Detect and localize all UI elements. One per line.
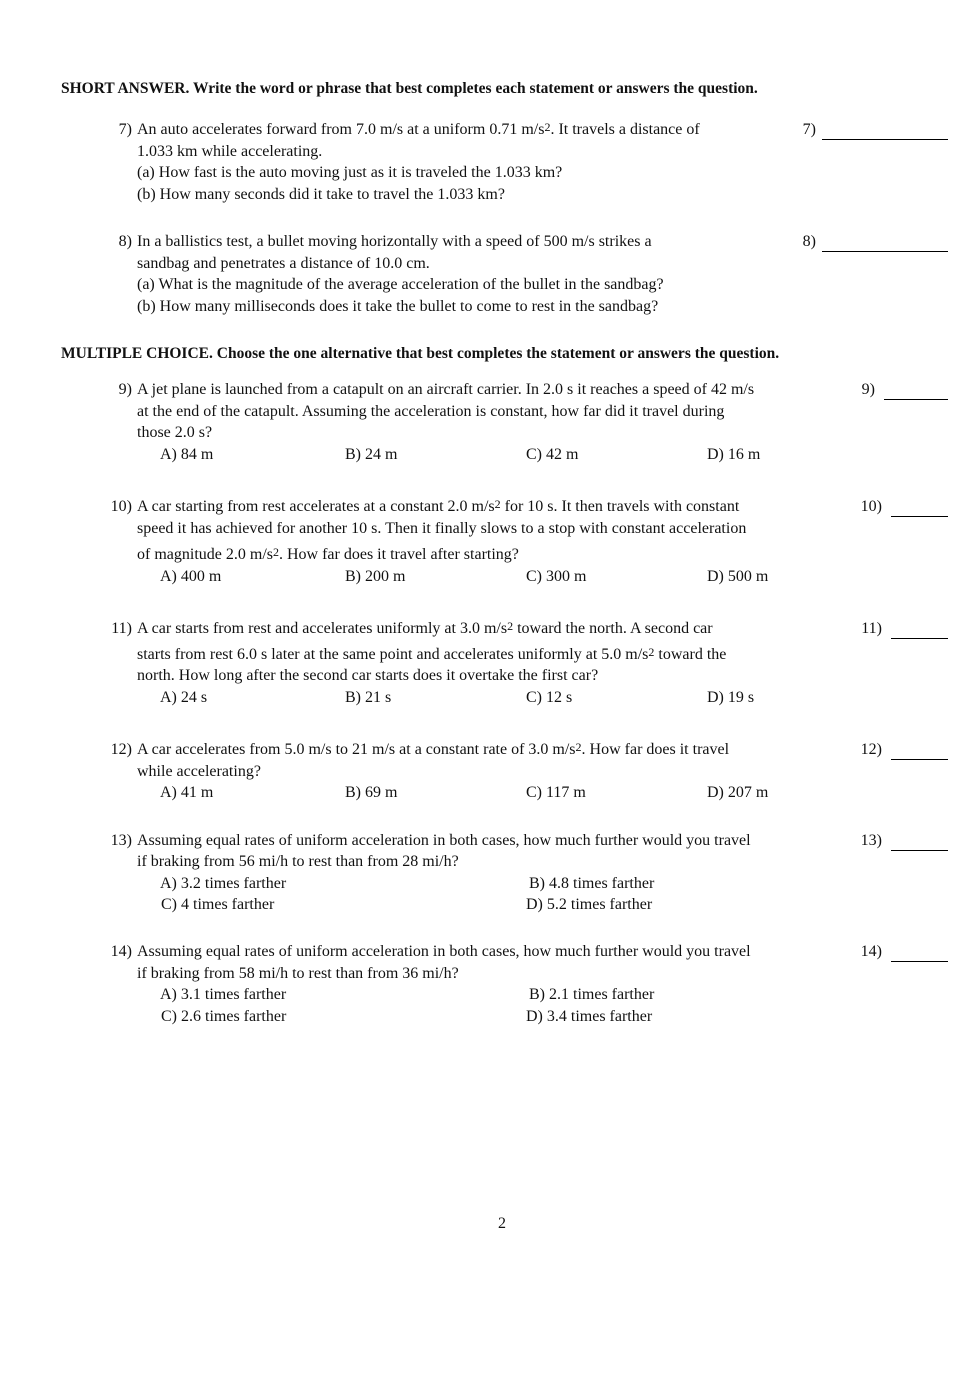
question-text-line: if braking from 58 mi/h to rest than from 36 mi/h?: [137, 965, 459, 982]
question-number: 9): [118, 381, 132, 398]
question-text-line: (b) How many seconds did it take to travel the 1.033 km?: [137, 186, 505, 203]
question-number: 13): [110, 832, 132, 849]
answer-number: 8): [802, 233, 816, 250]
question-text-line: while accelerating?: [137, 763, 261, 780]
answer-blank[interactable]: [891, 961, 948, 962]
question-number: 7): [118, 121, 132, 138]
answer-number: 14): [860, 943, 882, 960]
option-c[interactable]: C) 12 s: [526, 689, 573, 706]
question-text-line: A car accelerates from 5.0 m/s to 21 m/s at a constant rate of 3.0 $m/s^2$. How far does it travel: [137, 740, 730, 758]
question-text-line: In a ballistics test, a bullet moving horizontally with a speed of 500 m/s strikes a: [137, 233, 652, 250]
question-text-line: sandbag and penetrates a distance of 10.0 cm.: [137, 255, 430, 272]
answer-blank[interactable]: [891, 850, 948, 851]
option-b[interactable]: B) 200 m: [345, 568, 406, 585]
question-text-line: A car starting from rest accelerates at a constant 2.0 $m/s^2$ for 10 s. It then travels with constant: [137, 497, 740, 515]
answer-blank[interactable]: [891, 516, 948, 517]
question-number: 12): [110, 741, 132, 758]
question-text-line: north. How long after the second car starts does it overtake the first car?: [137, 667, 599, 684]
option-a[interactable]: A) 400 m: [160, 568, 222, 585]
option-a[interactable]: A) 24 s: [160, 689, 208, 706]
question-text-line: 1.033 km while accelerating.: [137, 143, 323, 160]
short-answer-header: SHORT ANSWER. Write the word or phrase that best completes each statement or answers the question.: [61, 80, 758, 97]
option-c[interactable]: C) 117 m: [526, 784, 586, 801]
answer-blank[interactable]: [822, 251, 948, 252]
question-text-line: starts from rest 6.0 s later at the same point and accelerates uniformly at 5.0 $m/s^2$ toward the: [137, 645, 727, 663]
option-b[interactable]: B) 69 m: [345, 784, 398, 801]
page-number: 2: [498, 1215, 506, 1232]
option-d[interactable]: D) 3.4 times farther: [526, 1008, 653, 1025]
question-number: 14): [110, 943, 132, 960]
question-number: 11): [111, 620, 132, 637]
question-text-line: (a) How fast is the auto moving just as it is traveled the 1.033 km?: [137, 164, 563, 181]
option-b[interactable]: B) 2.1 times farther: [529, 986, 655, 1003]
question-text-line: A jet plane is launched from a catapult on an aircraft carrier. In 2.0 s it reaches a speed of 42 m/s: [137, 381, 755, 398]
answer-number: 10): [860, 498, 882, 515]
option-c[interactable]: C) 2.6 times farther: [161, 1008, 287, 1025]
option-d[interactable]: D) 5.2 times farther: [526, 896, 653, 913]
answer-number: 13): [860, 832, 882, 849]
option-d[interactable]: D) 16 m: [707, 446, 761, 463]
answer-number: 7): [802, 121, 816, 138]
question-text-line: A car starts from rest and accelerates uniformly at 3.0 $m/s^2$ toward the north. A second car: [137, 619, 713, 637]
option-d[interactable]: D) 207 m: [707, 784, 769, 801]
question-text-line: Assuming equal rates of uniform acceleration in both cases, how much further would you travel: [137, 832, 751, 849]
option-b[interactable]: B) 24 m: [345, 446, 398, 463]
option-a[interactable]: A) 41 m: [160, 784, 214, 801]
question-text-line: at the end of the catapult. Assuming the acceleration is constant, how far did it travel during: [137, 403, 725, 420]
question-text-line: (a) What is the magnitude of the average acceleration of the bullet in the sandbag?: [137, 276, 664, 293]
question-text-line: if braking from 56 mi/h to rest than from 28 mi/h?: [137, 853, 459, 870]
option-c[interactable]: C) 4 times farther: [161, 896, 275, 913]
option-b[interactable]: B) 21 s: [345, 689, 392, 706]
option-d[interactable]: D) 500 m: [707, 568, 769, 585]
answer-number: 11): [861, 620, 882, 637]
question-number: 8): [118, 233, 132, 250]
option-a[interactable]: A) 3.1 times farther: [160, 986, 287, 1003]
answer-blank[interactable]: [884, 399, 948, 400]
answer-blank[interactable]: [822, 139, 948, 140]
answer-blank[interactable]: [891, 638, 948, 639]
question-text-line: speed it has achieved for another 10 s. Then it finally slows to a stop with constant acceleration: [137, 520, 747, 537]
option-c[interactable]: C) 42 m: [526, 446, 579, 463]
question-number: 10): [110, 498, 132, 515]
question-text-line: those 2.0 s?: [137, 424, 213, 441]
question-text-line: (b) How many milliseconds does it take the bullet to come to rest in the sandbag?: [137, 298, 659, 315]
option-a[interactable]: A) 84 m: [160, 446, 214, 463]
multiple-choice-header: MULTIPLE CHOICE. Choose the one alternative that best completes the statement or answers the question.: [61, 345, 780, 362]
option-d[interactable]: D) 19 s: [707, 689, 755, 706]
answer-blank[interactable]: [891, 759, 948, 760]
option-c[interactable]: C) 300 m: [526, 568, 587, 585]
answer-number: 12): [860, 741, 882, 758]
question-text-line: of magnitude 2.0 $m/s^2$. How far does it travel after starting?: [137, 545, 519, 563]
option-b[interactable]: B) 4.8 times farther: [529, 875, 655, 892]
answer-number: 9): [861, 381, 875, 398]
option-a[interactable]: A) 3.2 times farther: [160, 875, 287, 892]
question-text-line: Assuming equal rates of uniform acceleration in both cases, how much further would you travel: [137, 943, 751, 960]
question-text-line: An auto accelerates forward from 7.0 m/s at a uniform 0.71 $m/s^2$. It travels a distance of: [137, 120, 700, 138]
